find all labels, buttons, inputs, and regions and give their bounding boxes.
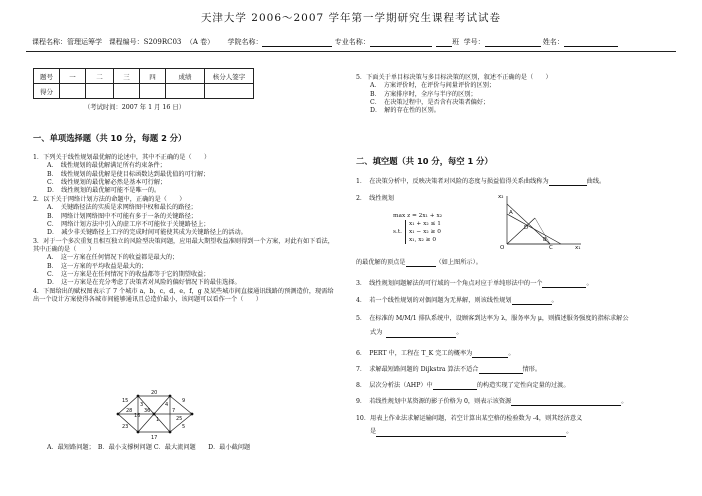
question-stem: 5．下面关于单目标决策与多目标决策的区别，叙述不正确的是（ ） (356, 74, 552, 81)
question-text: 的最优解的顶点是 (356, 259, 406, 266)
graph-node (169, 395, 172, 398)
edge-weight: 28 (126, 408, 133, 414)
option[interactable]: C． 线性规划的最优解必然是基本可行解； (47, 179, 167, 187)
name-blank[interactable] (564, 38, 618, 47)
edge-weight: 4 (165, 402, 169, 408)
score-cell: 二 (86, 69, 114, 84)
question-text: 是 (370, 428, 377, 436)
answer-blank[interactable] (479, 366, 523, 374)
course-name: 课程名称：管理运筹学 (32, 38, 102, 46)
question-text: 曲线。 (586, 178, 606, 185)
option[interactable]: A． 关键路径法的实质是求网络图中权和最长的路径； (47, 204, 197, 212)
plot-label: A (509, 210, 513, 216)
question-text: 的构造实现了定性向定量的过渡。 (476, 382, 570, 389)
question-stem: 3．对于一个多次重复且相互独立的风险型决策问题，应用最大期望收益准则得到一个方案，对此有如下看法，其中正确的是（ ） (33, 237, 334, 253)
lp-objective: max z = 2x₁ + x₂ (393, 213, 443, 219)
edge-weight: 20 (151, 390, 158, 396)
plot-label: B (543, 237, 547, 243)
score-cell: 得分 (34, 84, 60, 99)
graph-node (153, 413, 156, 416)
option[interactable]: B． 这一方案的平均收益是最大的； (47, 262, 148, 270)
class-label: 班 (452, 38, 460, 46)
fill-q2-label: 2． 线性规划 (356, 195, 394, 202)
option[interactable]: A． 线性规划的最优解满足所有约束条件； (47, 162, 166, 170)
option[interactable]: B． 线性规划的最优解是使目标函数达到最优值的可行解； (47, 170, 210, 178)
graph-node (137, 395, 140, 398)
question-text: 6． PERT 中，工程在 T_K 完工的概率为 (356, 350, 473, 357)
option[interactable]: D． 这一方案是在充分考虑了决策者对风险的偏好情况下的最佳选择。 (47, 279, 241, 287)
option[interactable]: A． 这一方案在任何情况下的收益都是最大的； (47, 254, 179, 262)
fill-q1 (356, 178, 676, 186)
edge-weight: 36 (144, 408, 151, 414)
score-input-cell[interactable] (114, 84, 140, 99)
answer-blank[interactable] (433, 382, 477, 390)
edge-weight: 16 (134, 413, 141, 419)
answer-blank[interactable] (376, 429, 566, 437)
answer-blank[interactable] (386, 330, 456, 338)
edge-weight: 3 (140, 402, 144, 408)
answer-blank[interactable] (542, 280, 586, 288)
lp-st-label: s.t. (393, 229, 402, 236)
graph-node (117, 413, 120, 416)
score-cell: 四 (140, 69, 166, 84)
plot-label: C (549, 245, 553, 250)
section1-question5 (356, 74, 676, 116)
plot-label: O (500, 245, 505, 250)
edge-weight: 17 (151, 435, 158, 440)
edge-weight: 5 (182, 424, 186, 430)
edge-weight: 9 (182, 398, 186, 404)
header-info-line (32, 37, 672, 47)
option[interactable]: B． 方案排序时，全序与半序的区别； (370, 90, 477, 98)
name-label: 姓名： (542, 38, 564, 46)
lp-formulation (393, 212, 442, 244)
option[interactable]: C． 这一方案是在任何情况下的收益都等于它的期望收益； (47, 271, 210, 279)
student-id-blank[interactable] (485, 38, 541, 47)
question-text: 9． 若线性规划中某资源的影子价格为 0，则表示该资源 (356, 398, 512, 405)
question-text: 5． 在标准的 M/M/1 排队系统中，设顾客到达率为 λ，服务率为 μ，则描述服务强度的指标求解公 (356, 315, 629, 322)
score-input-cell[interactable] (60, 84, 86, 99)
graph-node (137, 431, 140, 434)
fill-q5: 5． 在标准的 M/M/1 排队系统中，设顾客到达率为 λ，服务率为 μ，则描述服务强度的指标求解公 式为 。 (356, 315, 676, 338)
weighted-network-figure (110, 388, 200, 440)
score-cell: 题号 (34, 69, 60, 84)
question-text: 1． 在决策分析中，反映决策者对风险的态度与损益值得关系曲线称为 (356, 178, 549, 185)
score-cell: 三 (114, 69, 140, 84)
edge-weight: 25 (176, 416, 183, 422)
edge-weight: 23 (122, 424, 129, 430)
graph-node (191, 413, 194, 416)
edge-weight: 1 (156, 417, 160, 423)
exam-time: （考试时间：2007 年 1 月 16 日） (84, 104, 186, 111)
answer-blank[interactable] (406, 259, 436, 267)
question-text: 式为 (370, 329, 383, 337)
fill-q6: 6． PERT 中，工程在 T_K 完工的概率为 。 (356, 350, 515, 357)
major-label: 专业名称： (334, 38, 370, 46)
fill-q2-tail (356, 259, 676, 267)
fill-q4: 4． 若一个线性规划的对偶问题为无界解，则该线性规划 。 (356, 297, 558, 304)
score-input-cell[interactable] (140, 84, 166, 99)
exam-title: 天津大学 2006～2007 学年第一学期研究生课程考试试卷 (200, 12, 502, 24)
plot-label: D (524, 225, 529, 231)
section1-title: 一、单项选择题（共 10 分，每题 2 分） (33, 133, 187, 143)
graph-node (169, 431, 172, 434)
section1-questions (33, 154, 337, 304)
option[interactable]: D． 解的存在性的区别。 (370, 107, 440, 115)
lp-constraint: x₁ − x₂ ≥ 0 (409, 229, 441, 236)
paper-version: （A 卷） (185, 38, 215, 46)
option[interactable]: A． 方案评价时，在评价与间量评价的区别； (370, 82, 496, 90)
answer-blank[interactable] (472, 350, 508, 358)
score-cell: 核分人签字 (205, 69, 254, 84)
option[interactable]: D． 线性规划的最优解可能不是唯一的。 (47, 187, 161, 195)
fill-q7 (356, 366, 676, 374)
question4-options[interactable]: A．最短路问题； B．最小支撑树问题 C．最大流问题 D．最小截问题 (47, 444, 251, 451)
edge-weight: 7 (172, 408, 176, 414)
question-stem: 2．以下关于网络计划方法的命题中，正确的是（ ） (33, 195, 186, 203)
option[interactable]: C． 网络计划方法中引入的虚工序不可能位于关键路径上； (47, 220, 210, 228)
answer-blank[interactable] (511, 398, 621, 406)
school-label: 学院名称： (227, 38, 263, 46)
score-input-cell[interactable] (205, 84, 254, 99)
question-text: 8． 层次分析法（AHP）中 (356, 382, 433, 389)
question-stem: 1．下列关于线性规划最优解的论述中，其中不正确的是（ ） (33, 154, 211, 161)
question-text: 4． 若一个线性规划的对偶问题为无界解，则该线性规划 (356, 297, 512, 304)
fill-q10: 10．用表上作业法求解运输问题，若空计算出某空格的检验数为 -4，则其经济意义 是 。 (356, 415, 676, 437)
fill-q8 (356, 382, 676, 390)
school-blank[interactable] (262, 38, 332, 47)
lp-constraint: x₁ + x₂ ≤ 1 (409, 221, 441, 228)
edge-weight: 15 (122, 398, 129, 404)
student-id-label: 学号： (463, 38, 485, 46)
question-text: 3． 线性规划问题解法的可行域的一个角点对应于单纯形法中的一个 (356, 280, 543, 287)
fill-q3: 3． 线性规划问题解法的可行域的一个角点对应于单纯形法中的一个 。 (356, 280, 593, 287)
score-input-cell[interactable] (166, 84, 205, 99)
course-code: 课程编号：S209RC03 (108, 38, 182, 46)
question-text: 7． 求解最短路问题的 Dijkstra 算法不适合 (356, 366, 479, 373)
score-cell: 成绩 (166, 69, 205, 84)
header-divider (26, 51, 676, 52)
section2-title: 二、填空题（共 10 分，每空 1 分） (356, 156, 493, 166)
option[interactable]: C． 在决策过程中，是否含有决策者偏好； (370, 99, 490, 107)
lp-constraint: x₁, x₂ ≥ 0 (409, 237, 437, 244)
score-cell: 一 (60, 69, 86, 84)
question-text: （如上图所示）。 (435, 259, 482, 266)
question-text: 情形。 (522, 366, 542, 373)
answer-blank[interactable] (549, 178, 587, 186)
major-blank[interactable] (370, 38, 432, 47)
plot-label: x₁ (575, 245, 581, 250)
question-stem: 4．下图给出的赋权图表示了 7 个城市 a，b，c，d，e，f，g 及某些城市间直接通讯线路的预测造价，现需给出一个设计方案使得各城市间能够通讯且总造价最小，该问题可以看作一个（ ） (33, 287, 334, 304)
score-table (33, 68, 254, 99)
question-text: 10．用表上作业法求解运输问题，若空计算出某空格的检验数为 -4，则其经济意义 (356, 415, 583, 422)
option[interactable]: B． 网络计划网络图中不可能有多于一条的关键路径； (47, 212, 197, 220)
fill-q9: 9． 若线性规划中某资源的影子价格为 0，则表示该资源 。 (356, 398, 628, 405)
class-blank[interactable] (436, 38, 452, 47)
score-input-cell[interactable] (86, 84, 114, 99)
option[interactable]: D． 减少非关键路径上工序的完成时间可能使其成为关键路径上的活动。 (47, 229, 247, 237)
plot-label: x₂ (498, 194, 504, 200)
answer-blank[interactable] (512, 297, 552, 305)
lp-feasible-region-plot (495, 192, 585, 250)
